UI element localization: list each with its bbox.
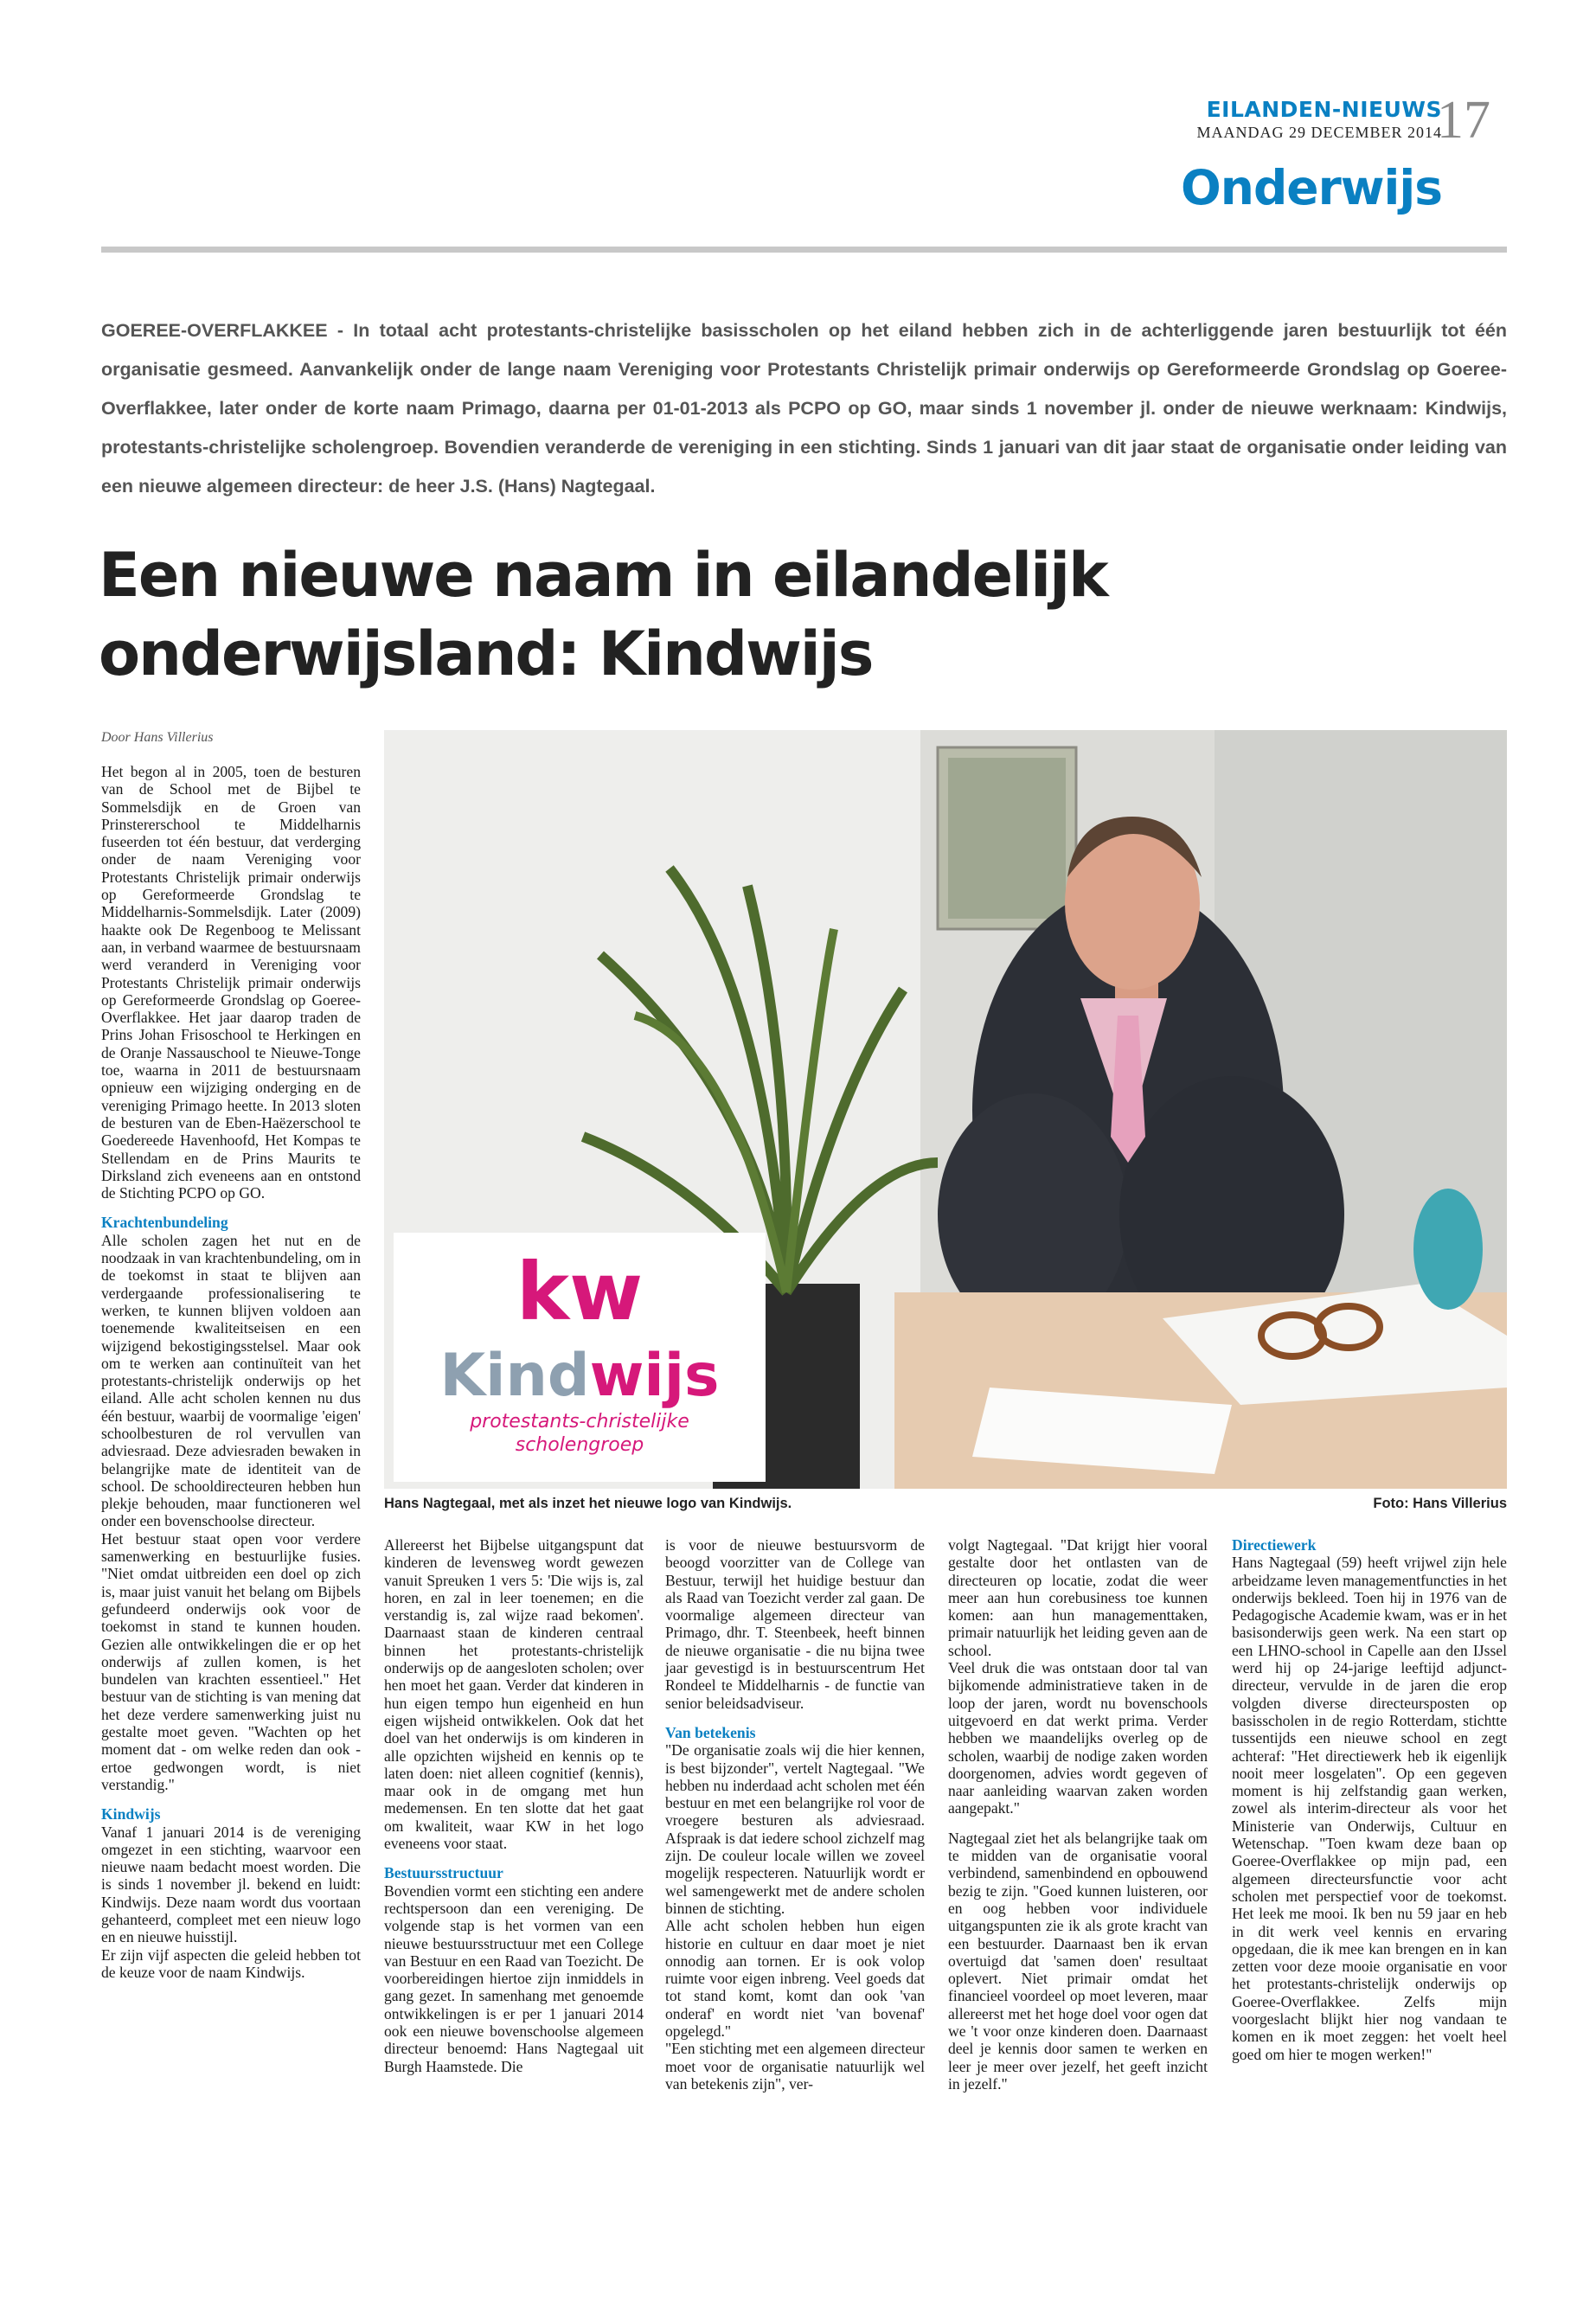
issue-date: MAANDAG 29 DECEMBER 2014 [1196,124,1442,141]
paragraph: Het bestuur staat open voor verdere samenwerking en bestuurlijke fusies. "Niet omdat uitbreiden een doel op zich is, maar juist vanuit het belang om Bijbels gefundeerd onderwijs ook voor de toekomst in stand te kunnen houden. Gezien alle ontwikkelingen die er op het onderwijs af zullen komen, is het bundelen van krachten essentieel." Het bestuur van de stichting is van mening dat het deze verdere samenwerking juist nu gestalte moet geven. "Wachten op het moment dat - om welke reden dan ook - ertoe gedwongen wordt, is niet verstandig." [101,1529,361,1793]
paragraph: Vanaf 1 januari 2014 is de vereniging omgezet in een stichting, waarvoor een nieuwe naam bedacht moest worden. Die is sinds 1 november jl. bekend en luidt: Kindwijs. Deze naam wordt dus voortaan gehanteerd, compleet met een nieuw logo en en nieuwe huisstijl. [101,1823,361,1946]
paragraph: is voor de nieuwe bestuursvorm de beoogd voorzitter van de College van Bestuur, terwijl het huidige bestuur dan als Raad van Toezicht verder zal gaan. De voormalige algemeen directeur van Primago, dhr. T. Steenbeek, heeft binnen de nieuwe organisatie - die nu bijna twee jaar gevestigd is in bestuurscentrum Het Rondeel te Middelharnis - de functie van senior beleidsadviseur. [665,1536,925,1712]
newspaper-logo: EILANDEN-NIEUWS [1206,97,1442,122]
article-column-5 [1232,1536,1507,2063]
paragraph: "De organisatie zoals wij die hier kennen, is best bijzonder", vertelt Nagtegaal. "We hebben nu inderdaad acht scholen met één bestuur en met een belangrijke rol voor de vroegere besturen als adviesraad. Afspraak is dat iedere school zichzelf mag zijn. De couleur locale willen we zoveel mogelijk respecteren. Natuurlijk wordt er wel samengewerkt met de andere scholen binnen de stichting. [665,1741,925,1917]
logo-tagline-2: scholengroep [515,1434,644,1456]
paragraph: Allereerst het Bijbelse uitgangspunt dat kinderen de levensweg wordt gewezen vanuit Spreuken 1 vers 5: 'Die wijs is, zal horen, en zal in leer toenemen; en die verstandig is, zal wijze raad bekomen'. Daarnaast staan de kinderen centraal binnen het protestants-christelijk onderwijs op de aangesloten scholen; over hen moet het gaan. Verder dat kinderen in hun eigen tempo hun eigenheid en hun eigen wijsheid ontwikkelen. Ook dat het doel van het onderwijs is om kinderen in alle opzichten wijsheid en kennis op te laten doen: niet alleen cognitief (kennis), maar ook in de omgang met hun medemensen. En ten slotte dat het gaat om kwaliteit, waar KW in het logo eveneens voor staat. [384,1536,644,1853]
headline-line-1: Een nieuwe naam in eilandelijk [99,540,1107,611]
headline-line-2: onderwijsland: Kindwijs [99,619,873,689]
paragraph: Er zijn vijf aspecten die geleid hebben tot de keuze voor de naam Kindwijs. [101,1945,361,1981]
paragraph: Het begon al in 2005, toen de besturen van de School met de Bijbel te Sommelsdijk en de Groen van Prinstererschool te Middelharnis fuseerden tot één bestuur, dat verderging onder de naam Vereniging voor Protestants Christelijk primair onderwijs op Gereformeerde Grondslag te Middelharnis-Sommelsdijk. Later (2009) haakte ook De Regenboog te Melissant aan, in verband waarmee de bestuursnaam werd veranderd in Vereniging voor Protestants Christelijk primair onderwijs op Gereformeerde Grondslag op Goeree-Overflakkee. Het jaar daarop traden de Prins Johan Frisoschool te Herkingen en de Oranje Nassauschool te Nieuwe-Tonge toe, waarna in 2011 de bestuursnaam opnieuw een wijziging onderging en de vereniging Primago heette. In 2013 sloten de besturen van de Eben-Haëzerschool te Goedereede Havenhoofd, Het Kompas te Stellendam en de Prins Maurits te Dirksland zich eveneens aan en ontstond de Stichting PCPO op GO. [101,763,361,1202]
paragraph: volgt Nagtegaal. "Dat krijgt hier vooral gestalte door het ontlasten van de directeuren op locatie, zodat die weer meer aan hun corebusiness toe kunnen komen: aan hun managementtaken, primair natuurlijk het leiding geven aan de school. [948,1536,1208,1659]
subheading-kindwijs: Kindwijs [101,1805,161,1823]
intro-paragraph: GOEREE-OVERFLAKKEE - In totaal acht protestants-christelijke basisscholen op het eiland hebben zich in de achterliggende jaren bestuurlijk tot één organisatie gesmeed. Aanvankelijk onder de lange naam Vereniging voor Protestants Christelijk primair onderwijs op Gereformeerde Grondslag op Goeree-Overflakkee, later onder de korte naam Primago, daarna per 01-01-2013 als PCPO op GO, maar sinds 1 november jl. onder de nieuwe werknaam: Kindwijs, protestants-christelijke scholengroep. Bovendien veranderde de vereniging in een stichting. Sinds 1 januari van dit jaar staat de organisatie onder leiding van een nieuwe algemeen directeur: de heer J.S. (Hans) Nagtegaal. [101,320,1507,497]
logo-kind: Kind [439,1342,590,1410]
logo-tagline-1: protestants-christelijke [470,1411,689,1433]
paragraph: Alle acht scholen hebben hun eigen historie en cultuur en daar moet je niet onnodig aan tornen. Er is ook volop ruimte voor eigen inbreng. Veel goeds dat tot stand komt, komt dan ook 'van onderaf' en wordt niet 'van bovenaf' opgelegd." [665,1917,925,2041]
paragraph: Alle scholen zagen het nut en de noodzaak in van krachtenbundeling, om in de toekomst in staat te blijven aan verdergaande professionalisering te werken, te kunnen blijven voldoen aan toenemende kwaliteitseisen en een wijzigend bekostigingsstelsel. Maar ook om te werken aan continuïteit van het protestants-christelijk onderwijs op het eiland. Alle acht scholen kennen nu dus één bestuur, waarbij de voormalige 'eigen' schoolbesturen de rol vervullen van adviesraad. Deze adviesraden bewaken in belangrijke mate de identiteit van de school. De schooldirecteuren hebben hun plekje behouden, maar functioneren wel onder een bovenschoolse directeur. [101,1231,361,1530]
paragraph: "Een stichting met een algemeen directeur moet voor de organisatie natuurlijk wel van betekenis zijn", ver- [665,2040,925,2093]
header-divider [101,247,1507,253]
article-headline [99,536,1180,694]
subheading-bestuursstructuur: Bestuursstructuur [384,1864,503,1882]
byline: Door Hans Villerius [101,730,214,745]
photo-caption-row [384,1496,1507,1512]
paragraph-spacer [948,1817,1208,1830]
subheading-van-betekenis: Van betekenis [665,1723,756,1741]
masthead [1196,97,1442,142]
photo-credit: Foto: Hans Villerius [1373,1496,1507,1511]
logo-wijs: wijs [589,1342,720,1410]
paragraph: Bovendien vormt een stichting een andere rechtspersoon dan een vereniging. De volgende stap is het vormen van een nieuwe bestuursstructuur met een College van Bestuur en een Raad van Toezicht. De voorbereidingen hiertoe zijn inmiddels in gang gezet. In samenhang met genoemde ontwikkelingen is er per 1 januari 2014 ook een nieuwe bovenschoolse algemeen directeur benoemd: Hans Nagtegaal uit Burgh Haamstede. Die [384,1881,644,2075]
section-title: Onderwijs [1181,160,1442,215]
page-number: 17 [1437,91,1490,150]
paragraph: Nagtegaal ziet het als belangrijke taak om te midden van de organisatie vooral verbindend, samenbindend en opbouwend bezig te zijn. "Goed kunnen luisteren, oor en oog hebben voor individuele uitgangspunten zie ik als grote kracht van een bestuurder. Daarnaast ben ik ervan overtuigd dat 'samen doen' resultaat oplevert. Niet primair omdat het financieel voordeel op moet leveren, maar allereerst met het hoge doel voor ogen dat we 't voor onze kinderen doen. Daarnaast deel je kennis door samen te werken en leer je meer over jezelf, het geeft inzicht in jezelf." [948,1829,1208,2093]
article-column-3 [665,1536,925,2093]
article-column-1 [101,763,361,1981]
paragraph: Veel druk die was ontstaan door tal van bijkomende administratieve taken in de loop der jaren, wordt nu bovenschools uitgevoerd en dat werkt prima. Verder hebben we maandelijks overleg op de scholen, waarbij de nodige zaken worden doorgenomen, advies wordt gegeven of naar aanleiding waarvan zaken worden aangepakt." [948,1659,1208,1817]
logo-kw: kw [516,1246,644,1338]
kindwijs-logo [394,1233,766,1482]
paragraph: Hans Nagtegaal (59) heeft vrijwel zijn hele arbeidzame leven managementfuncties in het onderwijs bekleed. Toen hij in 1976 van de Pedagogische Academie kwam, was er in het basisonderwijs geen werk. Na een start op een LHNO-school in Capelle aan den IJssel werd hij op 24-jarige leeftijd adjunct-directeur, vervulde in de jaren die erop volgden diverse directeursposten op basisscholen in de regio Rotterdam, stichtte tussentijds een nieuwe school en zegt achteraf: "Het directiewerk heb ik eigenlijk nooit meer losgelaten". Op een gegeven moment is hij zelfstandig gaan werken, zowel als interim-directeur als voor het Ministerie van Onderwijs, Cultuur en Wetenschap. "Toen kwam deze baan op Goeree-Overflakkee op mijn pad, een algemeen directeursfunctie voor acht scholen met perspectief voor de toekomst. Het leek me mooi. Ik ben nu 59 jaar en heb in dit werk veel kennis en ervaring opgedaan, die ik mee kan brengen en in kan zetten voor deze mooie organisatie en voor het protestants-christelijk onderwijs op Goeree-Overflakkee. Zelfs mijn voorgeslacht blijkt hier nog vandaan te komen en ik moet zeggen: het voelt heel goed om hier te mogen werken!" [1232,1554,1507,2063]
article-column-2 [384,1536,644,2075]
photo-caption: Hans Nagtegaal, met als inzet het nieuwe logo van Kindwijs. [384,1496,792,1511]
kindwijs-logo-inset [394,1233,766,1482]
logo-wordmark [439,1342,719,1410]
subheading-directiewerk: Directiewerk [1232,1536,1317,1554]
article-column-4 [948,1536,1208,2093]
subheading-krachtenbundeling: Krachtenbundeling [101,1214,228,1232]
